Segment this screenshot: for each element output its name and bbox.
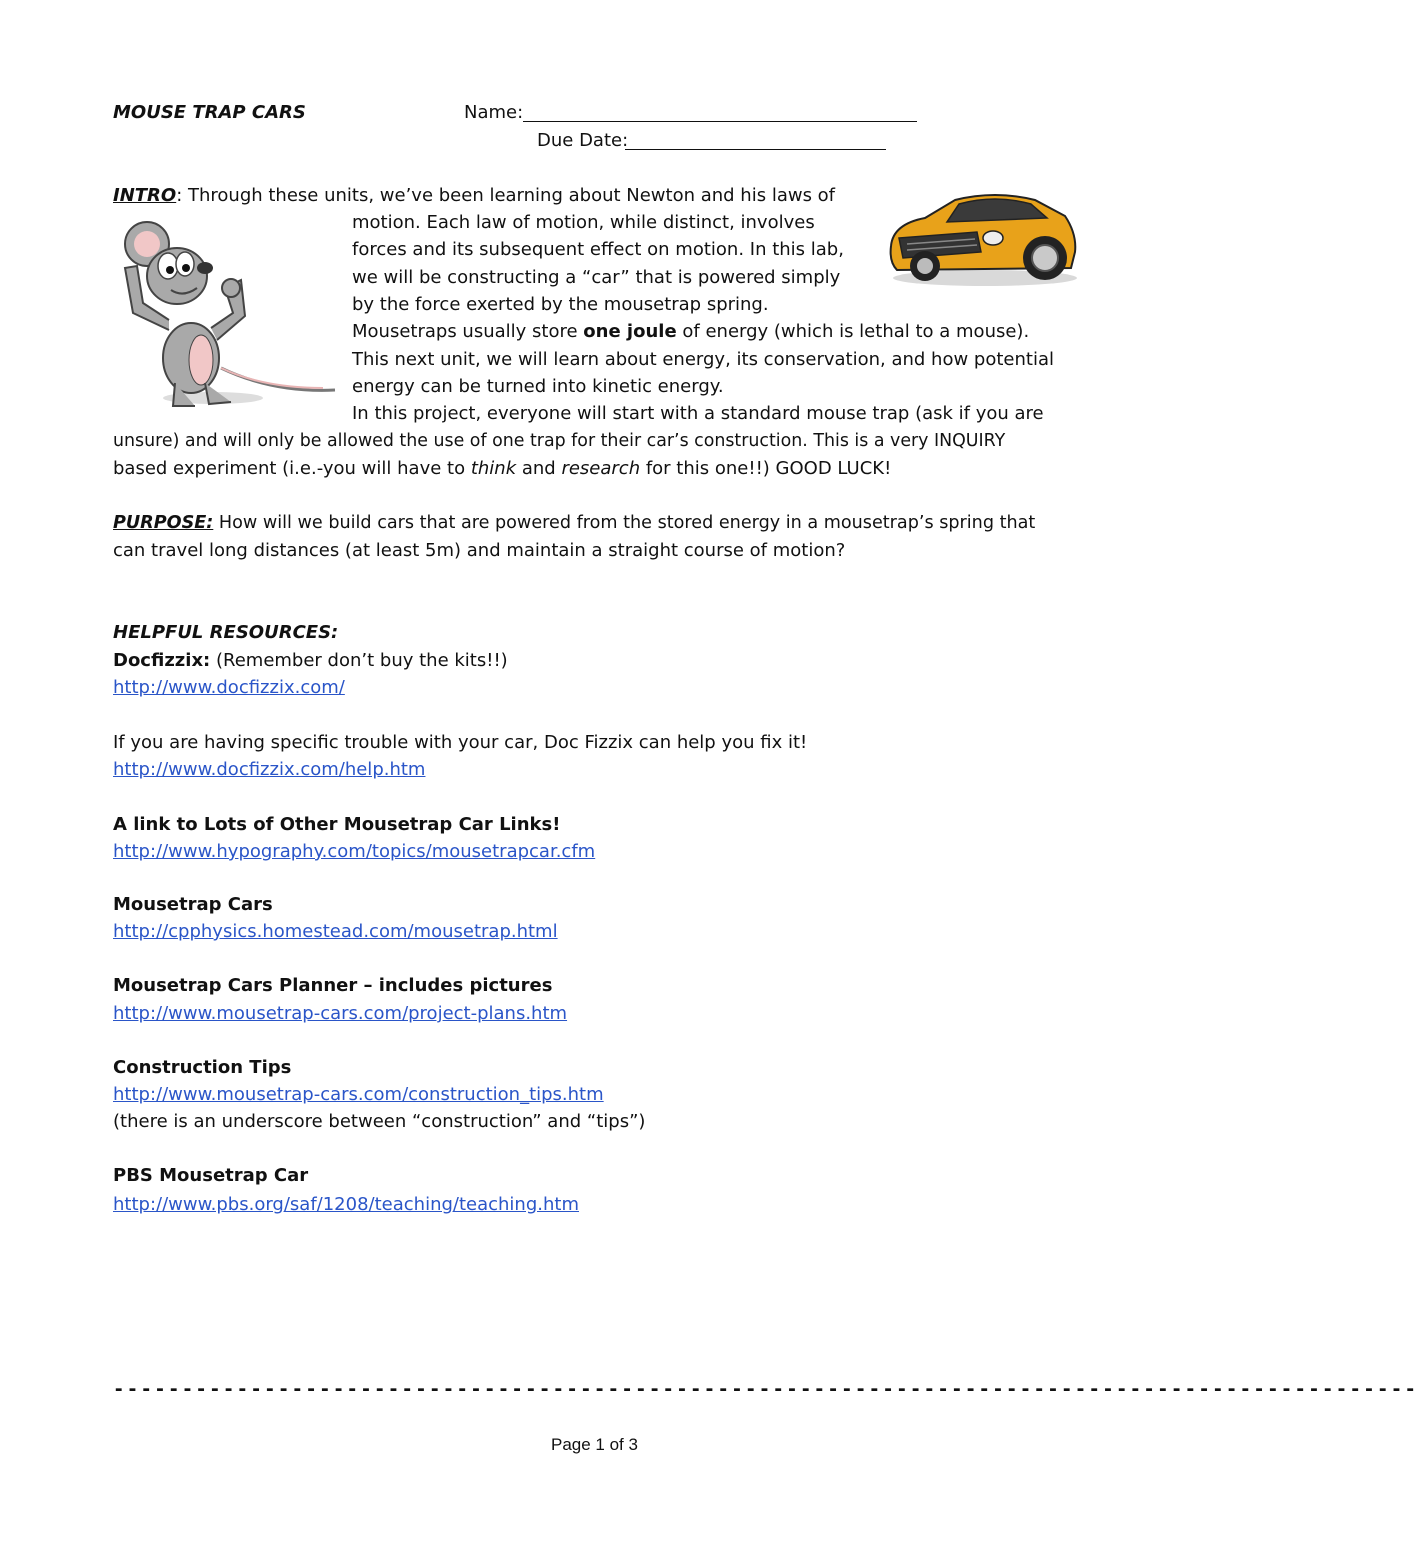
document-title: MOUSE TRAP CARS <box>113 102 306 123</box>
intro-text-11c: for this one!!) GOOD LUCK! <box>640 458 892 479</box>
mousetrap-cars-title: Mousetrap Cars <box>113 894 273 915</box>
pbs-link[interactable]: http://www.pbs.org/saf/1208/teaching/teaching.htm <box>113 1194 579 1215</box>
underscore-note: (there is an underscore between “construction” and “tips”) <box>113 1111 646 1132</box>
intro-text-6a: Mousetraps usually store <box>352 321 584 342</box>
help-text: If you are having specific trouble with your car, Doc Fizzix can help you fix it! <box>113 732 808 753</box>
docfizzix-link[interactable]: http://www.docfizzix.com/ <box>113 677 345 698</box>
purpose-heading: PURPOSE: <box>113 513 214 533</box>
pbs-title: PBS Mousetrap Car <box>113 1165 309 1186</box>
one-joule-emphasis: one joule <box>583 321 677 342</box>
think-emphasis: think <box>470 458 517 479</box>
page-number: Page 1 of 3 <box>551 1435 638 1454</box>
construction-tips-link[interactable]: http://www.mousetrap-cars.com/construction_tips.htm <box>113 1084 604 1105</box>
due-date-field[interactable] <box>625 128 886 150</box>
intro-line-7: This next unit, we will learn about energy, its conservation, and how potential <box>352 349 1054 370</box>
intro-text-6b: of energy (which is lethal to a mouse). <box>676 321 1030 342</box>
dashed-divider: ----------------------------------------------------------------------------------------------- <box>113 1378 1418 1400</box>
name-field[interactable] <box>523 100 917 122</box>
docfizzix-entry <box>113 647 508 674</box>
research-emphasis: research <box>561 458 641 479</box>
docfizzix-help-link[interactable]: http://www.docfizzix.com/help.htm <box>113 759 426 780</box>
intro-line-5: by the force exerted by the mousetrap spring. <box>352 294 769 315</box>
construction-tips-title: Construction Tips <box>113 1057 292 1078</box>
docfizzix-note: (Remember don’t buy the kits!!) <box>210 650 508 671</box>
purpose-line-2: can travel long distances (at least 5m) and maintain a straight course of motion? <box>113 540 846 561</box>
project-plans-link[interactable]: http://www.mousetrap-cars.com/project-plans.htm <box>113 1003 568 1024</box>
cpphysics-link[interactable]: http://cpphysics.homestead.com/mousetrap.html <box>113 921 558 942</box>
intro-line-6 <box>352 318 1029 345</box>
intro-line-11 <box>113 455 891 482</box>
intro-line-10: unsure) and will only be allowed the use of one trap for their car’s construction. This is a very INQUIRY <box>113 431 1006 451</box>
purpose-line-1 <box>113 510 1035 537</box>
docfizzix-title: Docfizzix: <box>113 650 211 671</box>
resources-heading: HELPFUL RESOURCES: <box>113 622 339 643</box>
intro-text-11b: and <box>516 458 562 479</box>
sports-car-icon <box>885 186 1080 290</box>
hypography-link[interactable]: http://www.hypography.com/topics/mousetrapcar.cfm <box>113 841 596 862</box>
purpose-text-1: How will we build cars that are powered from the stored energy in a mousetrap’s spring that <box>213 513 1036 533</box>
intro-text-11a: based experiment (i.e.-you will have to <box>113 458 471 479</box>
intro-line-1 <box>113 182 835 209</box>
cars-planner-title: Mousetrap Cars Planner – includes pictures <box>113 975 553 996</box>
mouse-cartoon-icon <box>113 218 338 413</box>
intro-heading: INTRO <box>113 185 177 206</box>
intro-line-4: we will be constructing a “car” that is powered simply <box>352 267 841 288</box>
intro-line-3: forces and its subsequent effect on motion. In this lab, <box>352 239 844 260</box>
mousetrap-links-title: A link to Lots of Other Mousetrap Car Links! <box>113 814 561 835</box>
intro-text-1: : Through these units, we’ve been learning about Newton and his laws of <box>176 185 836 206</box>
intro-line-2: motion. Each law of motion, while distinct, involves <box>352 212 815 233</box>
intro-line-8: energy can be turned into kinetic energy. <box>352 376 724 397</box>
intro-line-9: In this project, everyone will start with a standard mouse trap (ask if you are <box>352 403 1044 424</box>
name-label: Name: <box>464 102 524 123</box>
due-date-label: Due Date: <box>537 130 629 151</box>
